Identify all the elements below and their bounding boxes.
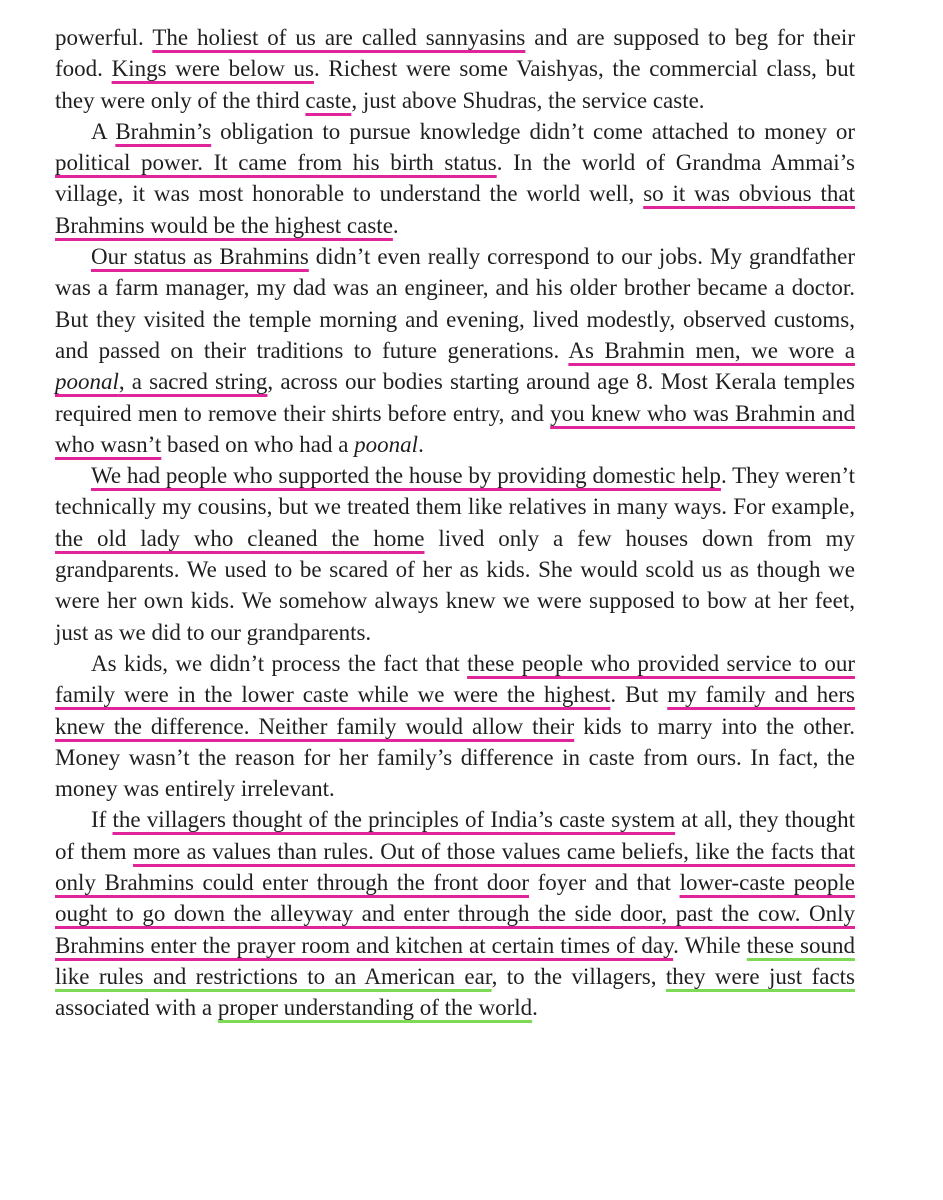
pink-underlined-text: so it was obvious that Brahmins would be the highest caste: [55, 181, 855, 238]
body-text: If: [91, 807, 113, 833]
pink-underlined-text: caste: [305, 87, 352, 113]
pink-underlined-text: you knew who was Brahmin and who wasn’t: [55, 400, 855, 457]
body-text: .: [532, 995, 538, 1021]
pink-underlined-text: the old lady who cleaned the home: [55, 525, 425, 551]
body-text: at all, they thought of them: [55, 807, 855, 864]
paragraph-6: [55, 804, 855, 1023]
green-underlined-text: these sound like rules and restrictions to an American ear: [55, 932, 855, 989]
body-text: .: [392, 212, 399, 238]
body-text: , to the villagers,: [491, 963, 666, 989]
body-text: . Richest were some Vaishyas, the commercial class, but they were only of the third: [55, 56, 855, 113]
pink-underlined-text: poonal: [55, 369, 119, 395]
body-text: based on who had a: [161, 431, 355, 457]
pink-underlined-text: Our status as Brahmins: [91, 244, 309, 270]
green-underlined-text: they were just facts: [665, 963, 856, 989]
paragraph-3: [55, 241, 855, 460]
body-text: associated with a: [55, 995, 218, 1021]
body-text: . They weren’t technically my cousins, but we treated them like relatives in many ways. For example,: [55, 463, 855, 520]
body-text: , across our bodies starting around age 8. Most Kerala temples required men to remove their shirts before entry, and: [55, 369, 855, 426]
pink-underlined-text: , a sacred string: [118, 369, 268, 395]
pink-underlined-text: political power. It came from his birth status: [55, 150, 497, 176]
paragraph-4: [55, 460, 855, 648]
body-text: lived only a few houses down from my grandparents. We used to be scared of her as kids. She would scold us as though we were her own kids. We somehow always knew we were supposed to bow at her feet, just as we did to our grandparents.: [55, 525, 856, 645]
green-underlined-text: proper understanding of the world: [217, 995, 533, 1021]
body-text: A: [91, 118, 116, 144]
body-text: . In the world of Grandma Ammai’s village, it was most honorable to understand the world well,: [55, 150, 855, 207]
body-text: . While: [673, 932, 747, 958]
pink-underlined-text: my family and hers knew the difference. Neither family would allow their: [55, 682, 855, 739]
paragraph-5: [55, 648, 855, 804]
pink-underlined-text: As Brahmin men, we wore a: [568, 337, 855, 363]
body-text: didn’t even really correspond to our jobs. My grandfather was a farm manager, my dad was an engineer, and his older brother became a doctor. But they visited the temple morning and evening, lived modestly, observed customs, and passed on their traditions to future generations.: [55, 244, 855, 363]
pink-underlined-text: We had people who supported the house by providing domestic help: [91, 463, 721, 489]
body-text: obligation to pursue knowledge didn’t come attached to money or: [211, 118, 855, 144]
pink-underlined-text: The holiest of us are called sannyasins: [152, 25, 526, 50]
body-text: .: [418, 431, 424, 457]
body-text: kids to marry into the other. Money wasn’t the reason for her family’s difference in caste from ours. In fact, the money was entirely irrelevant.: [55, 713, 855, 802]
pink-underlined-text: these people who provided service to our family were in the lower caste while we were the highest: [55, 650, 855, 708]
body-text: , just above Shudras, the service caste.: [351, 87, 705, 113]
pink-underlined-text: Brahmin’s: [115, 118, 212, 144]
paragraph-2: [55, 116, 855, 241]
paragraph-1: [55, 22, 855, 116]
body-text: powerful.: [55, 25, 153, 50]
body-text: poonal: [354, 431, 419, 457]
body-text: As kids, we didn’t process the fact that: [91, 650, 468, 676]
body-text: . But: [610, 682, 668, 708]
pink-underlined-text: Kings were below us: [111, 56, 314, 82]
pink-underlined-text: more as values than rules. Out of those values came beliefs, like the facts that only Brahmins could enter through the front door: [55, 838, 856, 896]
body-text: and are supposed to beg for their food.: [55, 25, 855, 82]
pink-underlined-text: the villagers thought of the principles of India’s caste system: [112, 807, 676, 833]
pink-underlined-text: lower-caste people ought to go down the alleyway and enter through the side door, past the cow. Only Brahmins enter the prayer room and kitchen at certain times of day: [55, 870, 855, 958]
body-text: foyer and that: [529, 870, 680, 896]
